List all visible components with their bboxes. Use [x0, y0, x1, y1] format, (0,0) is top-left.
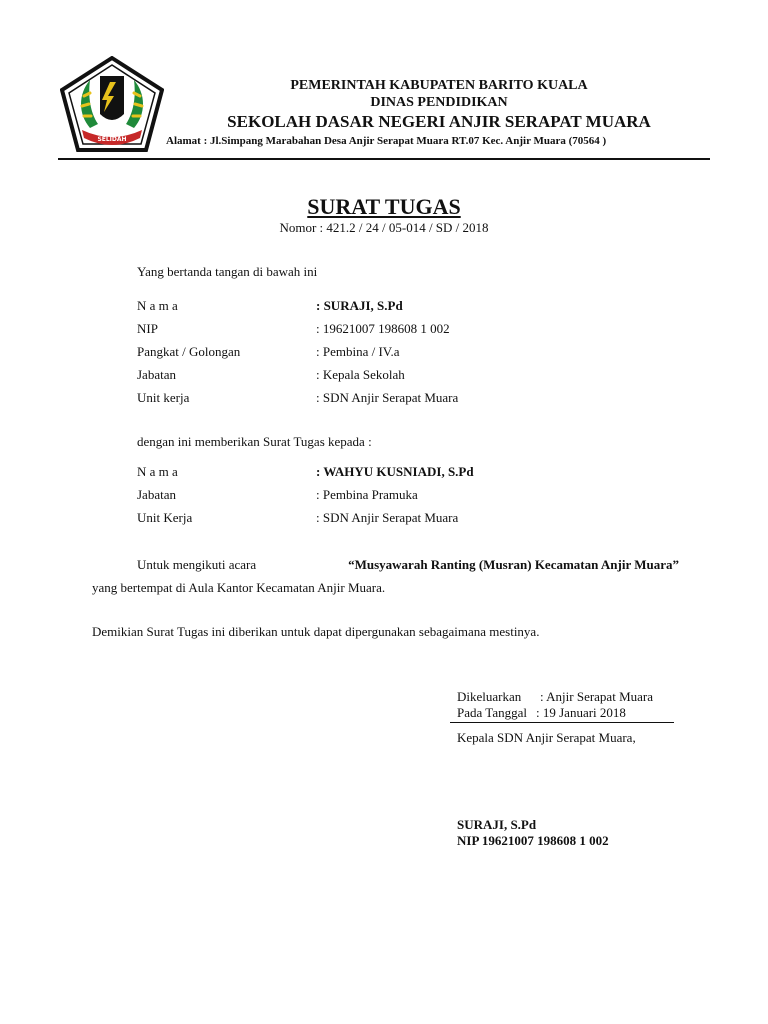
assignee-unit-label: Unit Kerja — [137, 510, 193, 525]
closing-text: Demikian Surat Tugas ini diberikan untuk dapat dipergunakan sebagaimana mestinya. — [92, 624, 540, 639]
issued-divider — [450, 722, 674, 723]
header-department: DINAS PENDIDIKAN — [370, 95, 508, 110]
signer-name-value: : SURAJI, S.Pd — [316, 298, 403, 313]
signer-unit-value: : SDN Anjir Serapat Muara — [316, 390, 459, 405]
signer-nip-label: NIP — [137, 321, 158, 336]
signer-position-value: : Kepala Sekolah — [316, 367, 405, 382]
assignee-unit-value: : SDN Anjir Serapat Muara — [316, 510, 459, 525]
issued-date-label: Pada Tanggal — [457, 705, 527, 720]
signer-nip-value: : 19621007 198608 1 002 — [316, 321, 450, 336]
body-line-2: yang bertempat di Aula Kantor Kecamatan Anjir Muara. — [92, 580, 386, 595]
signer-name-label: N a m a — [137, 298, 178, 313]
issued-place-value: : Anjir Serapat Muara — [540, 689, 653, 704]
event-name: “Musyawarah Ranting (Musran) Kecamatan Anjir Muara” — [348, 557, 679, 572]
assignee-position-value: : Pembina Pramuka — [316, 487, 418, 502]
body-prefix: Untuk mengikuti acara — [137, 557, 257, 572]
assignee-name-value: : WAHYU KUSNIADI, S.Pd — [316, 464, 474, 479]
signer-unit-label: Unit kerja — [137, 390, 190, 405]
header-address: Alamat : Jl.Simpang Marabahan Desa Anjir Serapat Muara RT.07 Kec. Anjir Muara (70564 ) — [166, 135, 607, 147]
assign-intro-text: dengan ini memberikan Surat Tugas kepada : — [137, 434, 372, 449]
signer-position-label: Jabatan — [137, 367, 176, 382]
header-school-name: SEKOLAH DASAR NEGERI ANJIR SERAPAT MUARA — [227, 112, 651, 131]
header-government: PEMERINTAH KABUPATEN BARITO KUALA — [290, 78, 588, 93]
intro-text: Yang bertanda tangan di bawah ini — [137, 264, 318, 279]
signature-name: SURAJI, S.Pd — [457, 817, 537, 832]
issued-date-value: : 19 Januari 2018 — [536, 705, 626, 720]
signer-rank-label: Pangkat / Golongan — [137, 344, 241, 359]
issued-place-label: Dikeluarkan — [457, 689, 522, 704]
signer-position-title: Kepala SDN Anjir Serapat Muara, — [457, 730, 636, 745]
document-title: SURAT TUGAS — [307, 194, 461, 219]
logo-text: SELIDAH — [97, 136, 127, 143]
assignee-name-label: N a m a — [137, 464, 178, 479]
signer-rank-value: : Pembina / IV.a — [316, 344, 400, 359]
body-line-1 — [137, 557, 679, 573]
assignee-position-label: Jabatan — [137, 487, 176, 502]
signature-nip: NIP 19621007 198608 1 002 — [457, 833, 609, 848]
header-divider — [58, 158, 710, 160]
document-number: Nomor : 421.2 / 24 / 05-014 / SD / 2018 — [279, 220, 489, 235]
